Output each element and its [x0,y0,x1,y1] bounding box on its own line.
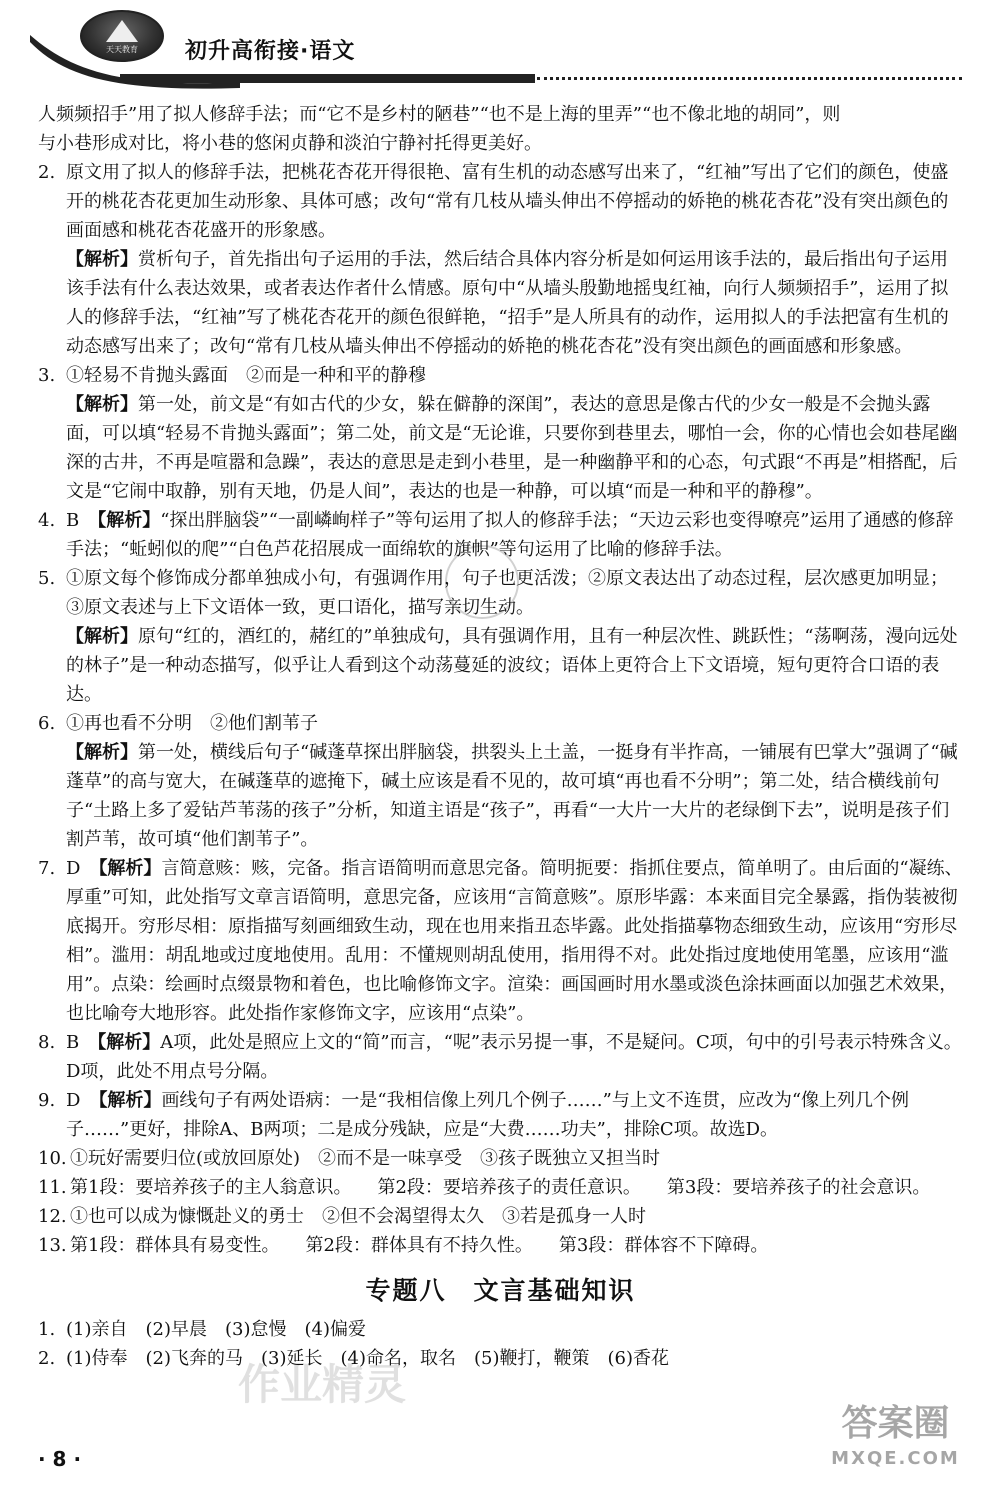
answer-item-13 [38,1231,963,1260]
watermark-logo-url: MXQE.COM [831,1448,960,1469]
item-number: 13. [38,1235,67,1256]
publisher-logo [80,10,164,62]
item-answer-part-2: 第2段：要培养孩子的责任意识。 [377,1177,641,1198]
analysis-text: 第一处，横线后句子“碱蓬草探出胖脑袋，拱裂头上土盖，一挺身有半拃高，一铺展有巴掌大”强调了“碱蓬草”的高与宽大，在碱蓬草的遮掩下，碱土应该是看不见的，故可填“再也看不分明”；第二处，结合横线前句子“土路上多了爱钻芦苇荡的孩子”分析，知道主语是“孩子”，再看“一大片一大片的老绿倒下去”，说明是孩子们割芦苇，故可填“他们割苇子”。 [66,742,958,850]
analysis-3 [38,390,963,506]
item-number: 2. [38,1348,56,1369]
analysis-tag: 【解析】 [98,1090,162,1111]
analysis-text: 画线句子有两处语病：一是“我相信像上列几个例子……”与上文不连贯，应改为“像上列几个例子……”更好，排除A、B两项；二是成分残缺，应是“大费……功夫”，排除C项。故选D。 [66,1090,910,1140]
answer-item-9 [38,1086,963,1144]
analysis-text: 言简意赅：赅，完备。指言语简明而意思完备。简明扼要：指抓住要点，简单明了。由后面的“凝练、厚重”可知，此处指写文章言语简明，意思完备，应该用“言简意赅”。原形毕露：本来面目完全暴露，指伪装被彻底揭开。穷形尽相：原指描写刻画细致生动，现在也用来指丑态毕露。此处指描摹物态细致生动，应该用“穷形尽相”。滥用：胡乱地或过度地使用。乱用：不懂规则胡乱使用，指用得不对。此处指过度地使用笔墨，应该用“滥用”。点染：绘画时点缀景物和着色，也比喻修饰文字。渲染：画国画时用水墨或淡色涂抹画面以加强艺术效果，也比喻夸大地形容。此处指作家修饰文字，应该用“点染”。 [66,858,963,1024]
item-answer: ①原文每个修饰成分都单独成小句，有强调作用，句子也更活泼；②原文表达出了动态过程，层次感更加明显；③原文表述与上下文语体一致，更口语化，描写亲切生动。 [66,568,948,618]
item-answer-part-3: 第3段：要培养孩子的社会意识。 [666,1177,931,1198]
analysis-tag: 【解析】 [66,742,138,763]
continued-paragraph-2: 与小巷形成对比，将小巷的悠闲贞静和淡泊宁静衬托得更美好。 [38,133,542,154]
analysis-text: 赏析句子，首先指出句子运用的手法，然后结合具体内容分析是如何运用该手法的，最后指出句子运用该手法有什么表达效果，或者表达作者什么情感。原句中“从墙头殷勤地摇曳红袖，向行人频频招手”，运用了拟人的修辞手法，“红袖”写了桃花杏花开的颜色很鲜艳，“招手”是人所具有的动作，运用拟人的手法把富有生机的动态感写出来了；改句“常有几枝从墙头伸出不停摇动的娇艳的桃花杏花”没有突出颜色的画面感和形象感。 [66,249,949,357]
item-choice: B [66,1032,80,1053]
answer-item-3 [38,361,963,390]
item-answer-part-1: 第1段：群体具有易变性。 [70,1235,280,1256]
answer-item-7 [38,854,963,1028]
item-number: 11. [38,1177,67,1198]
item-answer: (1)侍奉 (2)飞奔的马 (3)延长 (4)命名，取名 (5)鞭打，鞭策 (6)香花 [66,1348,669,1369]
analysis-text: A项，此处是照应上文的“简”而言，“呢”表示另提一事，不是疑问。C项，句中的引号表示特殊含义。D项，此处不用点号分隔。 [66,1032,962,1082]
item-number: 2. [38,162,56,183]
answer-item-10 [38,1144,963,1173]
item-number: 6. [38,713,56,734]
header-rule [120,74,535,83]
item-number: 9. [38,1090,56,1111]
answer-item-6 [38,709,963,738]
item-number: 8. [38,1032,56,1053]
section-item-2 [38,1344,963,1373]
item-number: 3. [38,365,56,386]
analysis-tag: 【解析】 [66,394,138,415]
continued-paragraph: 人频频招手”用了拟人修辞手法；而“它不是乡村的陋巷”“也不是上海的里弄”“也不像北地的胡同”，则 [38,104,841,125]
item-choice: B [66,510,80,531]
item-choice: D [66,1090,81,1111]
item-number: 7. [38,858,56,879]
item-answer: (1)亲自 (2)早晨 (3)怠慢 (4)偏爱 [66,1319,366,1340]
analysis-tag: 【解析】 [66,249,138,270]
analysis-2 [38,245,963,361]
item-number: 10. [38,1148,67,1169]
item-number: 1. [38,1319,56,1340]
header-title: 初升高衔接·语文 [185,39,356,64]
item-answer: ①再也看不分明 ②他们割苇子 [66,713,318,734]
watermark-text: 作业精灵 [238,1360,407,1409]
analysis-6 [38,738,963,854]
item-answer: ①玩好需要归位(或放回原处) ②而不是一味享受 ③孩子既独立又担当时 [70,1148,661,1169]
item-answer-part-3: 第3段：群体容不下障碍。 [558,1235,769,1256]
item-number: 4. [38,510,56,531]
item-number: 12. [38,1206,67,1227]
analysis-text: “探出胖脑袋”“一副嶙峋样子”等句运用了拟人的修辞手法；“天边云彩也变得嘹亮”运用了通感的修辞手法；“蚯蚓似的爬”“白色芦花招展成一面绵软的旗帜”等句运用了比喻的修辞手法。 [66,510,954,560]
analysis-tag: 【解析】 [66,626,138,647]
answer-item-11 [38,1173,963,1202]
answer-item-2 [38,158,963,245]
item-answer: ①也可以成为慷慨赴义的勇士 ②但不会渴望得太久 ③若是孤身一人时 [70,1206,646,1227]
watermark-stamp [445,545,519,619]
analysis-tag: 【解析】 [97,1032,161,1053]
analysis-tag: 【解析】 [98,858,162,879]
watermark-logo [818,1400,973,1488]
watermark-logo-title: 答案圈 [841,1403,950,1444]
analysis-5 [38,622,963,709]
header-dotted-rule [537,77,962,80]
section-item-1 [38,1315,963,1344]
answer-item-8 [38,1028,963,1086]
analysis-text: 第一处，前文是“有如古代的少女，躲在僻静的深闺”，表达的意思是像古代的少女一般是不会抛头露面，可以填“轻易不肯抛头露面”；第二处，前文是“无论谁，只要你到巷里去，哪怕一会，你的心情也会如巷尾幽深的古井，不再是喧嚣和急躁”，表达的意思是走到小巷里，是一种幽静平和的心态，句式跟“不再是”相搭配，后文是“它闹中取静，别有天地，仍是人间”，表达的也是一种静，可以填“而是一种和平的静穆”。 [66,394,958,502]
answer-content [38,100,963,1373]
item-answer: ①轻易不肯抛头露面 ②而是一种和平的静穆 [66,365,426,386]
item-choice: D [66,858,81,879]
analysis-text: 原句“红的，酒红的，赭红的”单独成句，具有强调作用，且有一种层次性、跳跃性；“荡啊荡，漫向远处的林子”是一种动态描写，似乎让人看到这个动荡蔓延的波纹；语体上更符合上下文语境，短句更符合口语的表达。 [66,626,958,705]
analysis-tag: 【解析】 [97,510,161,531]
page-number: · 8 · [38,1447,82,1471]
page-header [0,0,1000,95]
item-answer-part-1: 第1段：要培养孩子的主人翁意识。 [70,1177,352,1198]
answer-item-12 [38,1202,963,1231]
section-title: 专题八 文言基础知识 [365,1276,636,1305]
item-answer: 原文用了拟人的修辞手法，把桃花杏花开得很艳、富有生机的动态感写出来了，“红袖”写出了它们的颜色，使盛开的桃花杏花更加生动形象、具体可感；改句“常有几枝从墙头伸出不停摇动的娇艳的桃花杏花”没有突出颜色的画面感和桃花杏花盛开的形象感。 [66,162,949,241]
item-number: 5. [38,568,56,589]
item-answer-part-2: 第2段：群体具有不持久性。 [305,1235,533,1256]
logo-text: 天天教育 [106,45,138,54]
